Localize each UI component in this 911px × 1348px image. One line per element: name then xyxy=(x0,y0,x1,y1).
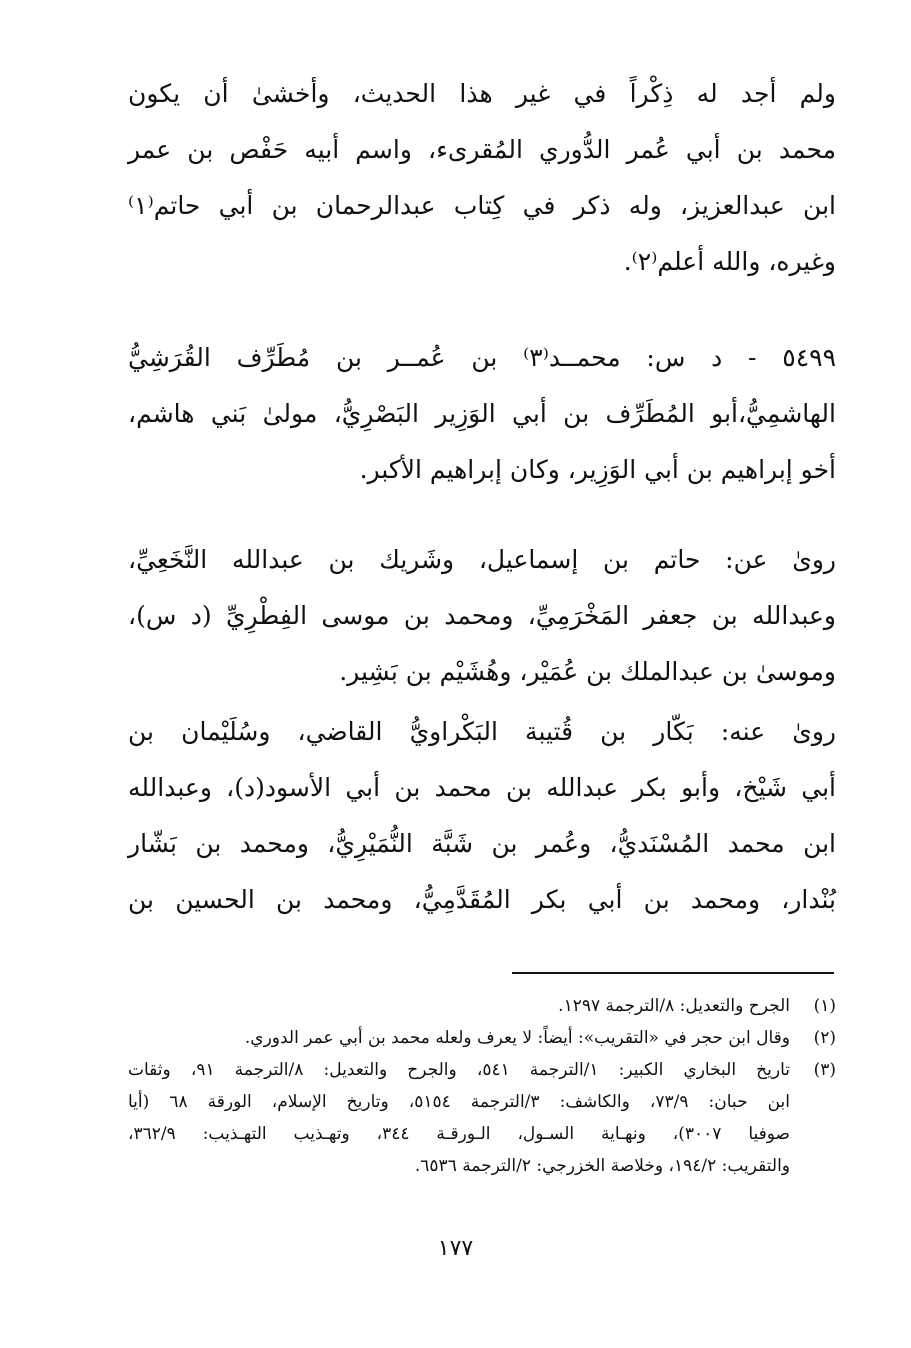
footnotes xyxy=(128,990,836,1182)
footnote-line: ابن حبان: ٧٣/٩، والكاشف: ٣/الترجمة ٥١٥٤، وتاريخ الإسلام، الورقة ٦٨ (أيا xyxy=(128,1092,791,1112)
footnote-line: صوفيا ٣٠٠٧)، ونهـاية السـول، الـورقـة ٣٤٤، وتهـذيب التهـذيب: ٣٦٢/٩، xyxy=(128,1124,790,1144)
text-line: وغيره، والله أعلم⁽٢⁾. xyxy=(623,247,836,276)
text-line: ابن عبدالعزيز، وله ذكر في كِتاب عبدالرحمان بن أبي حاتم⁽١⁾ xyxy=(128,191,836,220)
text-line: محمد بن أبي عُمر الدُّوري المُقرىء، واسم أبيه حَفْص بن عمر xyxy=(128,135,836,164)
text-line: وعبدالله بن جعفر المَخْرَمِيِّ، ومحمد بن موسى الفِطْرِيِّ (د س)، xyxy=(128,601,836,630)
text-line: الهاشمِيُّ،أبو المُطَرِّف بن أبي الوَزِير البَصْرِيُّ، مولىٰ بَني هاشم، xyxy=(128,399,836,428)
text-line: أخو إبراهيم بن أبي الوَزِير، وكان إبراهيم الأكبر. xyxy=(359,455,836,484)
text-line: وموسىٰ بن عبدالملك بن عُمَيْر، وهُشَيْم بن بَشِير. xyxy=(339,657,836,686)
entry-heading-paragraph xyxy=(128,330,836,498)
text-line: روىٰ عن: حاتم بن إسماعيل، وشَريك بن عبدالله النَّخَعِيِّ، xyxy=(128,545,836,574)
footnote-3 xyxy=(128,1054,836,1182)
text-line: بُنْدار، ومحمد بن أبي بكر المُقَدَّمِيُّ، ومحمد بن الحسين بن xyxy=(128,885,836,914)
footnote-line: الجرح والتعديل: ٨/الترجمة ١٢٩٧. xyxy=(558,996,790,1016)
footnote-line: والتقريب: ١٩٤/٢، وخلاصة الخزرجي: ٢/الترجمة ٦٥٣٦. xyxy=(414,1156,790,1176)
footnote-separator xyxy=(512,972,834,974)
text-line: ٥٤٩٩ - د س: محمــد⁽٣⁾ بن عُمــر بن مُطَرِّف القُرَشِيُّ xyxy=(128,343,837,372)
footnote-number: (١) xyxy=(813,996,836,1016)
text-line: روىٰ عنه: بَكّار بن قُتيبة البَكْراويُّ القاضي، وسُلَيْمان بن xyxy=(128,717,836,746)
footnote-1 xyxy=(128,990,836,1022)
narrated-by-paragraph xyxy=(128,704,836,928)
text-line: ولم أجد له ذِكْراً في غير هذا الحديث، وأخشىٰ أن يكون xyxy=(128,79,836,108)
text-line: ابن محمد المُسْنَديُّ، وعُمر بن شَبَّة النُّمَيْرِيُّ، ومحمد بن بَشّار xyxy=(128,829,836,858)
paragraph-1 xyxy=(128,66,836,290)
footnote-line: تاريخ البخاري الكبير: ١/الترجمة ٥٤١، والجرح والتعديل: ٨/الترجمة ٩١، وثقات xyxy=(128,1060,791,1080)
narrated-from-paragraph xyxy=(128,532,836,700)
footnote-line: وقال ابن حجر في «التقريب»: أيضاً: لا يعرف ولعله محمد بن أبي عمر الدوري. xyxy=(244,1028,790,1048)
footnote-2 xyxy=(128,1022,836,1054)
text-line: أبي شَيْخ، وأبو بكر عبدالله بن محمد بن أبي الأسود(د)، وعبدالله xyxy=(128,773,836,802)
footnote-number: (٢) xyxy=(813,1028,836,1048)
footnote-number: (٣) xyxy=(813,1060,836,1080)
page-number: ١٧٧ xyxy=(437,1236,474,1261)
